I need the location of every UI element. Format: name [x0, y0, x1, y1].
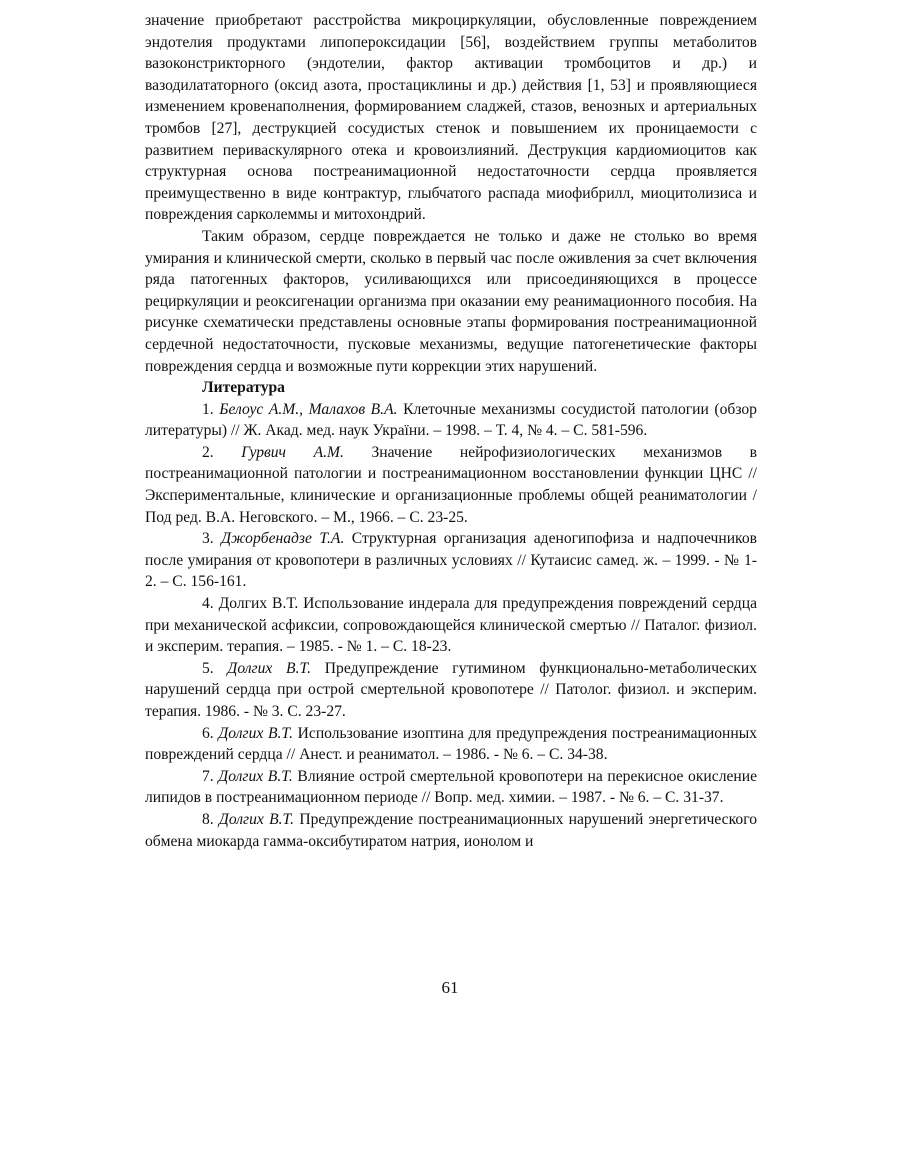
reference-item [145, 766, 757, 809]
page-body [145, 10, 757, 852]
body-paragraph: значение приобретают расстройства микроциркуляции, обусловленные повреждением эндотелия продуктами липопероксидации [56], воздействием группы метаболитов вазоконстрикторного (эндотелии, фактор активации тромбоцитов и др.) и вазодилататорного (оксид азота, простациклины и др.) действия [1, 53] и проявляющиеся изменением кровенаполнения, формированием сладжей, стазов, венозных и артериальных тромбов [27], деструкцией сосудистых стенок и повышением их проницаемости с развитием периваскулярного отека и кровоизлияний. Деструкция кардиомиоцитов как структурная основа постреанимационной недостаточности сердца проявляется преимущественно в виде контрактур, глыбчатого распада миофибрилл, миоцитолизиса и повреждения сарколеммы и митохондрий. [145, 12, 757, 224]
reference-text: Значение нейрофизиологических механизмов в постреанимационной патологии и постреанимационном восстановлении функции ЦНС // Экспериментальные, клинические и организационные проблемы общей реаниматологии / Под ред. В.А. Неговского. – М., 1966. – С. 23-25. [145, 443, 757, 526]
reference-text: Предупреждение гутимином функционально-метаболических нарушений сердца при острой смертельной кровопотере // Патолог. физиол. и эксперим. терапия. 1986. - № 3. С. 23-27. [145, 659, 758, 720]
reference-number: 6. [202, 724, 214, 742]
reference-text: Использование изоптина для предупреждения постреанимационных повреждений сердца // Анест. и реаниматол. – 1986. - № 6. – С. 34-38. [145, 724, 757, 764]
reference-number: 2. [202, 443, 214, 461]
body-paragraph: Таким образом, сердце повреждается не только и даже не столько во время умирания и клинической смерти, сколько в первый час после оживления за счет включения ряда патогенных факторов, усиливающихся или присоединяющихся в процессе рециркуляции и реоксигенации организма при оказании ему реанимационного пособия. На рисунке схематически представлены основные этапы формирования постреанимационной сердечной недостаточности, пусковые механизмы, ведущие патогенетические факторы повреждения сердца и возможные пути коррекции этих нарушений. [145, 227, 757, 375]
reference-item [145, 809, 757, 852]
reference-number: 5. [202, 659, 214, 677]
reference-number: 1. [202, 400, 214, 418]
reference-item [145, 528, 757, 593]
reference-item [145, 723, 757, 766]
reference-authors: Белоус А.М., Малахов В.А. [219, 400, 398, 418]
reference-authors: Долгих В.Т. [218, 767, 293, 785]
reference-number: 7. [202, 767, 214, 785]
reference-item [145, 593, 757, 658]
reference-item [145, 442, 757, 528]
reference-number: 8. [202, 810, 214, 828]
literature-heading: Литература [202, 379, 285, 397]
page-number: 61 [441, 978, 459, 997]
reference-authors: Джорбенадзе Т.А. [221, 530, 345, 548]
reference-item [145, 658, 757, 723]
reference-authors: Гурвич А.М. [241, 443, 344, 461]
reference-authors: Долгих В.Т. [218, 724, 293, 742]
reference-text: Влияние острой смертельной кровопотери на перекисное окисление липидов в постреанимационном периоде // Вопр. мед. химии. – 1987. - № 6. – С. 31-37. [145, 767, 758, 807]
reference-text: Долгих В.Т. Использование индерала для предупреждения повреждений сердца при механической асфиксии, сопровождающейся клинической смертью // Паталог. физиол. и эксперим. терапия. – 1985. - № 1. – С. 18-23. [145, 595, 757, 656]
reference-number: 3. [202, 530, 214, 548]
reference-authors: Долгих В.Т. [227, 659, 312, 677]
reference-text: Предупреждение постреанимационных нарушений энергетического обмена миокарда гамма-оксибутиратом натрия, ионолом и [145, 810, 757, 850]
reference-number: 4. [202, 595, 214, 613]
reference-authors: Долгих В.Т. [218, 810, 295, 828]
reference-text: Клеточные механизмы сосудистой патологии (обзор литературы) // Ж. Акад. мед. наук Украïни. – 1998. – Т. 4, № 4. – С. 581-596. [145, 400, 757, 440]
reference-text: Структурная организация аденогипофиза и надпочечников после умирания от кровопотери в различных условиях // Кутаисис самед. ж. – 1999. - № 1-2. – С. 156-161. [145, 530, 757, 591]
reference-item [145, 399, 757, 442]
